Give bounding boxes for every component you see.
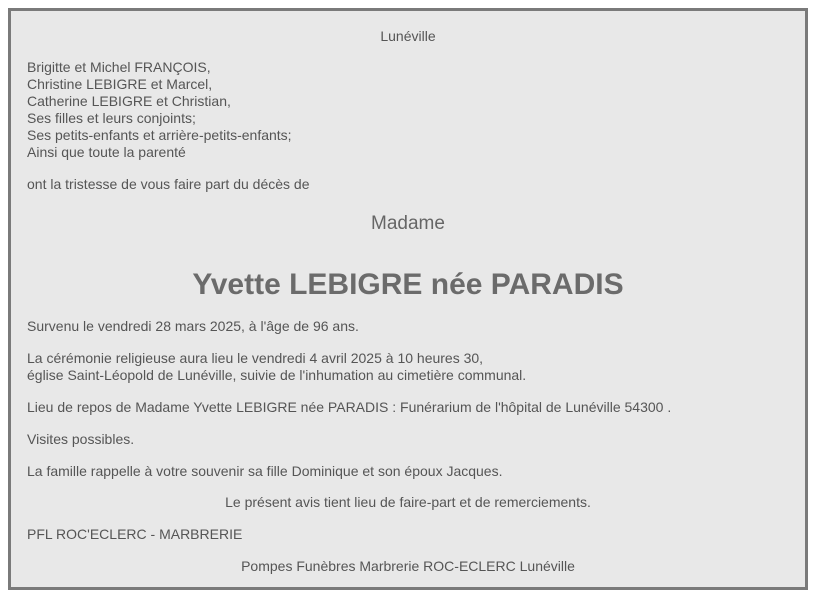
rest-place: Lieu de repos de Madame Yvette LEBIGRE née PARADIS : Funérarium de l'hôpital de Lunéville 54300 . [27,399,672,415]
visits-note: Visites possibles. [27,431,135,447]
obituary-notice [8,8,808,590]
funeral-provider: PFL ROC'ECLERC - MARBRERIE [27,526,243,542]
ceremony-line: La cérémonie religieuse aura lieu le vendredi 4 avril 2025 à 10 heures 30, [27,350,484,366]
remembrance-note: La famille rappelle à votre souvenir sa fille Dominique et son époux Jacques. [27,463,503,479]
ceremony-details [27,350,789,384]
notice-footer: Pompes Funèbres Marbrerie ROC-ECLERC Lunéville [241,558,575,574]
deceased-title: Madame [371,213,445,234]
death-details: Survenu le vendredi 28 mars 2025, à l'âge de 96 ans. [27,318,359,334]
family-line: Brigitte et Michel FRANÇOIS, [27,59,211,75]
ceremony-line: église Saint-Léopold de Lunéville, suivie de l'inhumation au cimetière communal. [27,367,527,383]
family-list [27,59,789,161]
family-line: Christine LEBIGRE et Marcel, [27,76,213,92]
acknowledgement-note: Le présent avis tient lieu de faire-part et de remerciements. [225,494,591,510]
deceased-name: Yvette LEBIGRE née PARADIS [192,268,624,301]
family-line: Ses petits-enfants et arrière-petits-enfants; [27,127,292,143]
notice-city: Lunéville [380,28,436,44]
announcement-intro: ont la tristesse de vous faire part du décès de [27,176,310,192]
family-line: Ainsi que toute la parenté [27,144,186,160]
family-line: Ses filles et leurs conjoints; [27,110,196,126]
family-line: Catherine LEBIGRE et Christian, [27,93,231,109]
